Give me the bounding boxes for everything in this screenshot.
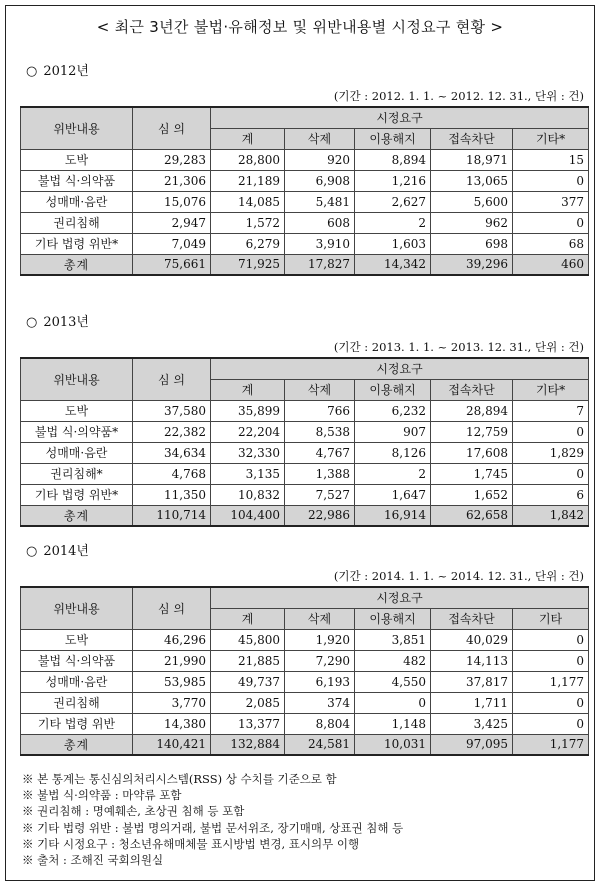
cell-review: 4,768 <box>133 463 211 484</box>
subheader-cell: 기타* <box>513 128 589 149</box>
cell-review: 14,380 <box>133 713 211 734</box>
total-total: 104,400 <box>211 505 285 526</box>
header-review: 심 의 <box>133 587 211 629</box>
cell-block: 5,600 <box>431 191 513 212</box>
cell-terminate: 8,894 <box>355 149 431 170</box>
cell-review: 29,283 <box>133 149 211 170</box>
row-category: 기타 법령 위반* <box>21 233 133 254</box>
table-row <box>21 629 589 650</box>
cell-other: 0 <box>513 463 589 484</box>
total-delete: 24,581 <box>285 734 355 755</box>
cell-block: 3,425 <box>431 713 513 734</box>
table-row <box>21 713 589 734</box>
cell-total: 45,800 <box>211 629 285 650</box>
subheader-cell: 삭제 <box>285 608 355 629</box>
cell-terminate: 482 <box>355 650 431 671</box>
subheader-cell: 접속차단 <box>431 379 513 400</box>
total-row <box>21 254 589 275</box>
cell-total: 21,189 <box>211 170 285 191</box>
footnote: ※ 기타 법령 위반 : 불법 명의거래, 불법 문서위조, 장기매매, 상표권 침해 등 <box>22 820 404 835</box>
cell-other: 0 <box>513 629 589 650</box>
cell-other: 0 <box>513 421 589 442</box>
cell-delete: 7,527 <box>285 484 355 505</box>
cell-total: 28,800 <box>211 149 285 170</box>
cell-other: 377 <box>513 191 589 212</box>
table-row <box>21 442 589 463</box>
stats-table <box>20 106 589 276</box>
table-row <box>21 233 589 254</box>
cell-terminate: 2 <box>355 212 431 233</box>
year-label: 2012년 <box>43 64 89 79</box>
row-category: 불법 식·의약품 <box>21 170 133 191</box>
cell-delete: 4,767 <box>285 442 355 463</box>
cell-other: 68 <box>513 233 589 254</box>
year-section <box>20 542 588 756</box>
table-row <box>21 212 589 233</box>
cell-terminate: 4,550 <box>355 671 431 692</box>
cell-terminate: 1,647 <box>355 484 431 505</box>
cell-block: 18,971 <box>431 149 513 170</box>
cell-review: 3,770 <box>133 692 211 713</box>
year-label: 2014년 <box>43 544 89 559</box>
cell-block: 17,608 <box>431 442 513 463</box>
cell-delete: 766 <box>285 400 355 421</box>
subheader-cell: 이용해지 <box>355 128 431 149</box>
total-block: 62,658 <box>431 505 513 526</box>
row-category: 불법 식·의약품* <box>21 421 133 442</box>
circle-bullet-icon: ○ <box>26 544 38 559</box>
table-row <box>21 170 589 191</box>
cell-total: 35,899 <box>211 400 285 421</box>
table-row <box>21 484 589 505</box>
period-note: (기간 : 2013. 1. 1. ~ 2013. 12. 31., 단위 : 건) <box>333 340 584 354</box>
total-label: 총계 <box>21 254 133 275</box>
cell-delete: 920 <box>285 149 355 170</box>
cell-block: 698 <box>431 233 513 254</box>
row-category: 권리침해 <box>21 692 133 713</box>
total-terminate: 14,342 <box>355 254 431 275</box>
footnote: ※ 기타 시정요구 : 청소년유해매체물 표시방법 변경, 표시의무 이행 <box>22 836 360 851</box>
total-total: 71,925 <box>211 254 285 275</box>
cell-total: 10,832 <box>211 484 285 505</box>
table-row <box>21 463 589 484</box>
table-row <box>21 650 589 671</box>
cell-other: 1,829 <box>513 442 589 463</box>
total-review: 110,714 <box>133 505 211 526</box>
header-correction: 시정요구 <box>211 107 589 128</box>
table-row <box>21 671 589 692</box>
cell-total: 1,572 <box>211 212 285 233</box>
cell-delete: 374 <box>285 692 355 713</box>
cell-total: 32,330 <box>211 442 285 463</box>
subheader-cell: 접속차단 <box>431 128 513 149</box>
stats-table <box>20 357 589 527</box>
cell-delete: 5,481 <box>285 191 355 212</box>
cell-review: 34,634 <box>133 442 211 463</box>
period-note: (기간 : 2014. 1. 1. ~ 2014. 12. 31., 단위 : 건) <box>333 569 584 583</box>
row-category: 기타 법령 위반 <box>21 713 133 734</box>
cell-review: 37,580 <box>133 400 211 421</box>
row-category: 성매매·음란 <box>21 442 133 463</box>
cell-terminate: 1,216 <box>355 170 431 191</box>
row-category: 성매매·음란 <box>21 191 133 212</box>
total-row <box>21 505 589 526</box>
cell-terminate: 2 <box>355 463 431 484</box>
cell-block: 14,113 <box>431 650 513 671</box>
cell-total: 22,204 <box>211 421 285 442</box>
cell-terminate: 907 <box>355 421 431 442</box>
period-note: (기간 : 2012. 1. 1. ~ 2012. 12. 31., 단위 : 건) <box>333 89 584 103</box>
cell-delete: 608 <box>285 212 355 233</box>
row-category: 성매매·음란 <box>21 671 133 692</box>
header-review: 심 의 <box>133 358 211 400</box>
cell-terminate: 1,148 <box>355 713 431 734</box>
total-terminate: 16,914 <box>355 505 431 526</box>
year-label: 2013년 <box>43 315 89 330</box>
cell-delete: 1,388 <box>285 463 355 484</box>
subheader-cell: 접속차단 <box>431 608 513 629</box>
cell-block: 12,759 <box>431 421 513 442</box>
cell-total: 14,085 <box>211 191 285 212</box>
cell-other: 6 <box>513 484 589 505</box>
header-category: 위반내용 <box>21 358 133 400</box>
circle-bullet-icon: ○ <box>26 315 38 330</box>
cell-review: 22,382 <box>133 421 211 442</box>
stats-table <box>20 586 589 756</box>
subheader-cell: 기타* <box>513 379 589 400</box>
cell-review: 21,990 <box>133 650 211 671</box>
total-other: 1,177 <box>513 734 589 755</box>
cell-delete: 6,193 <box>285 671 355 692</box>
row-category: 권리침해 <box>21 212 133 233</box>
header-review: 심 의 <box>133 107 211 149</box>
header-row <box>21 587 589 608</box>
footnote: ※ 권리침해 : 명예훼손, 초상권 침해 등 포함 <box>22 804 245 819</box>
row-category: 불법 식·의약품 <box>21 650 133 671</box>
cell-block: 13,065 <box>431 170 513 191</box>
cell-block: 40,029 <box>431 629 513 650</box>
row-category: 권리침해* <box>21 463 133 484</box>
subheader-cell: 삭제 <box>285 128 355 149</box>
row-category: 도박 <box>21 629 133 650</box>
year-section <box>20 62 588 276</box>
subheader-cell: 삭제 <box>285 379 355 400</box>
cell-review: 21,306 <box>133 170 211 191</box>
total-delete: 17,827 <box>285 254 355 275</box>
total-delete: 22,986 <box>285 505 355 526</box>
table-row <box>21 149 589 170</box>
cell-other: 0 <box>513 212 589 233</box>
row-category: 기타 법령 위반* <box>21 484 133 505</box>
cell-terminate: 8,126 <box>355 442 431 463</box>
cell-block: 1,711 <box>431 692 513 713</box>
cell-block: 1,652 <box>431 484 513 505</box>
cell-other: 15 <box>513 149 589 170</box>
cell-review: 11,350 <box>133 484 211 505</box>
total-block: 39,296 <box>431 254 513 275</box>
cell-block: 962 <box>431 212 513 233</box>
subheader-cell: 기타 <box>513 608 589 629</box>
header-correction: 시정요구 <box>211 358 589 379</box>
cell-total: 21,885 <box>211 650 285 671</box>
header-row <box>21 107 589 128</box>
total-total: 132,884 <box>211 734 285 755</box>
subheader-cell: 이용해지 <box>355 608 431 629</box>
header-category: 위반내용 <box>21 107 133 149</box>
subheader-cell: 계 <box>211 379 285 400</box>
cell-other: 7 <box>513 400 589 421</box>
cell-terminate: 3,851 <box>355 629 431 650</box>
year-heading <box>26 542 588 562</box>
total-other: 1,842 <box>513 505 589 526</box>
footnotes <box>22 771 582 868</box>
subheader-cell: 이용해지 <box>355 379 431 400</box>
table-row <box>21 400 589 421</box>
cell-review: 15,076 <box>133 191 211 212</box>
cell-total: 49,737 <box>211 671 285 692</box>
cell-review: 2,947 <box>133 212 211 233</box>
cell-review: 53,985 <box>133 671 211 692</box>
cell-delete: 8,538 <box>285 421 355 442</box>
header-row <box>21 358 589 379</box>
total-other: 460 <box>513 254 589 275</box>
cell-block: 28,894 <box>431 400 513 421</box>
cell-review: 7,049 <box>133 233 211 254</box>
cell-delete: 7,290 <box>285 650 355 671</box>
footnote: ※ 불법 식·의약품 : 마약류 포함 <box>22 788 182 803</box>
cell-delete: 1,920 <box>285 629 355 650</box>
subheader-cell: 계 <box>211 608 285 629</box>
cell-delete: 8,804 <box>285 713 355 734</box>
header-correction: 시정요구 <box>211 587 589 608</box>
total-terminate: 10,031 <box>355 734 431 755</box>
cell-total: 13,377 <box>211 713 285 734</box>
table-row <box>21 692 589 713</box>
cell-terminate: 6,232 <box>355 400 431 421</box>
cell-other: 0 <box>513 170 589 191</box>
cell-block: 1,745 <box>431 463 513 484</box>
cell-other: 1,177 <box>513 671 589 692</box>
cell-other: 0 <box>513 713 589 734</box>
circle-bullet-icon: ○ <box>26 64 38 79</box>
total-row <box>21 734 589 755</box>
cell-other: 0 <box>513 692 589 713</box>
cell-total: 2,085 <box>211 692 285 713</box>
cell-delete: 3,910 <box>285 233 355 254</box>
total-review: 140,421 <box>133 734 211 755</box>
row-category: 도박 <box>21 400 133 421</box>
cell-other: 0 <box>513 650 589 671</box>
cell-total: 3,135 <box>211 463 285 484</box>
cell-terminate: 2,627 <box>355 191 431 212</box>
row-category: 도박 <box>21 149 133 170</box>
year-heading <box>26 313 588 333</box>
cell-review: 46,296 <box>133 629 211 650</box>
cell-terminate: 1,603 <box>355 233 431 254</box>
total-label: 총계 <box>21 734 133 755</box>
cell-terminate: 0 <box>355 692 431 713</box>
document-title: < 최근 3년간 불법·유해정보 및 위반내용별 시정요구 현황 > <box>96 18 504 36</box>
year-heading <box>26 62 588 82</box>
footnote: ※ 출처 : 조해진 국회의원실 <box>22 853 164 868</box>
cell-block: 37,817 <box>431 671 513 692</box>
subheader-cell: 계 <box>211 128 285 149</box>
footnote: ※ 본 통계는 통신심의처리시스템(RSS) 상 수치를 기준으로 함 <box>22 772 337 786</box>
total-review: 75,661 <box>133 254 211 275</box>
header-category: 위반내용 <box>21 587 133 629</box>
cell-delete: 6,908 <box>285 170 355 191</box>
total-label: 총계 <box>21 505 133 526</box>
cell-total: 6,279 <box>211 233 285 254</box>
total-block: 97,095 <box>431 734 513 755</box>
table-row <box>21 191 589 212</box>
table-row <box>21 421 589 442</box>
year-section <box>20 313 588 527</box>
